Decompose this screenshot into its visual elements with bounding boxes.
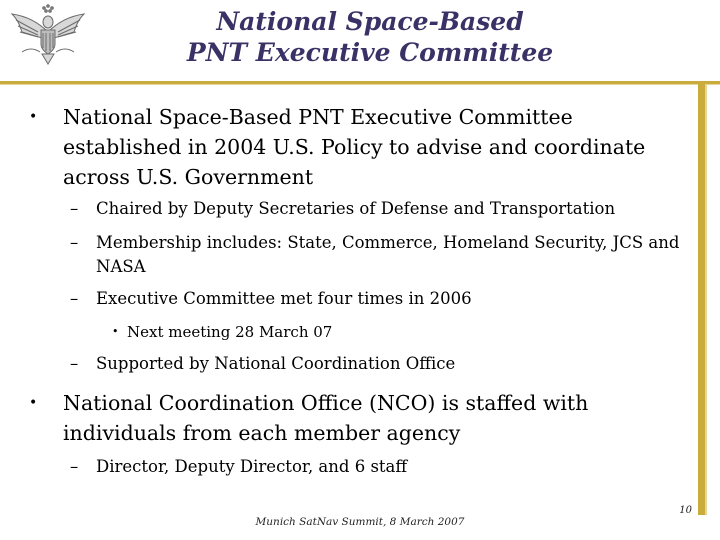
bullet-text: Supported by National Coordination Office bbox=[96, 354, 456, 373]
side-bar-shadow bbox=[705, 84, 707, 515]
bullet-dash-icon: – bbox=[70, 354, 79, 373]
bullet-level2 bbox=[70, 455, 686, 479]
bullet-dash-icon: – bbox=[70, 199, 79, 218]
header-rule-shadow bbox=[0, 84, 720, 85]
footer-text: Munich SatNav Summit, 8 March 2007 bbox=[255, 516, 465, 528]
bullet-text: Director, Deputy Director, and 6 staff bbox=[96, 457, 408, 476]
bullet-text: Chaired by Deputy Secretaries of Defense and Transportation bbox=[96, 199, 616, 218]
bullet-dash-icon: – bbox=[70, 289, 79, 308]
bullet-text: Membership includes: State, Commerce, Homeland Security, JCS and NASA bbox=[96, 233, 680, 276]
bullet-level2 bbox=[70, 231, 686, 279]
slide-title-line1: National Space-Based bbox=[216, 7, 524, 36]
slide-title bbox=[170, 6, 570, 68]
eagle-seal-icon bbox=[8, 2, 88, 70]
bullet-level3 bbox=[112, 321, 667, 343]
side-bar bbox=[698, 84, 705, 515]
bullet-dot-icon: • bbox=[29, 109, 38, 125]
bullet-text: National Coordination Office (NCO) is staffed with individuals from each member agency bbox=[63, 391, 589, 445]
bullet-level1 bbox=[29, 388, 683, 448]
bullet-level1 bbox=[29, 102, 683, 192]
bullet-dash-icon: – bbox=[70, 233, 79, 252]
bullet-dot-icon: • bbox=[29, 395, 38, 411]
page-number: 10 bbox=[679, 505, 692, 516]
slide-title-line2: PNT Executive Committee bbox=[186, 38, 554, 67]
bullet-level2 bbox=[70, 352, 686, 376]
bullet-level2 bbox=[70, 287, 686, 311]
bullet-dash-icon: – bbox=[70, 457, 79, 476]
bullet-text: National Space-Based PNT Executive Committee established in 2004 U.S. Policy to advise and coordinate across U.S. Government bbox=[63, 105, 646, 189]
bullet-text: Executive Committee met four times in 2006 bbox=[96, 289, 472, 308]
bullet-text: Next meeting 28 March 07 bbox=[127, 323, 333, 341]
bullet-level2 bbox=[70, 197, 686, 221]
bullet-dot-icon: • bbox=[112, 325, 119, 338]
